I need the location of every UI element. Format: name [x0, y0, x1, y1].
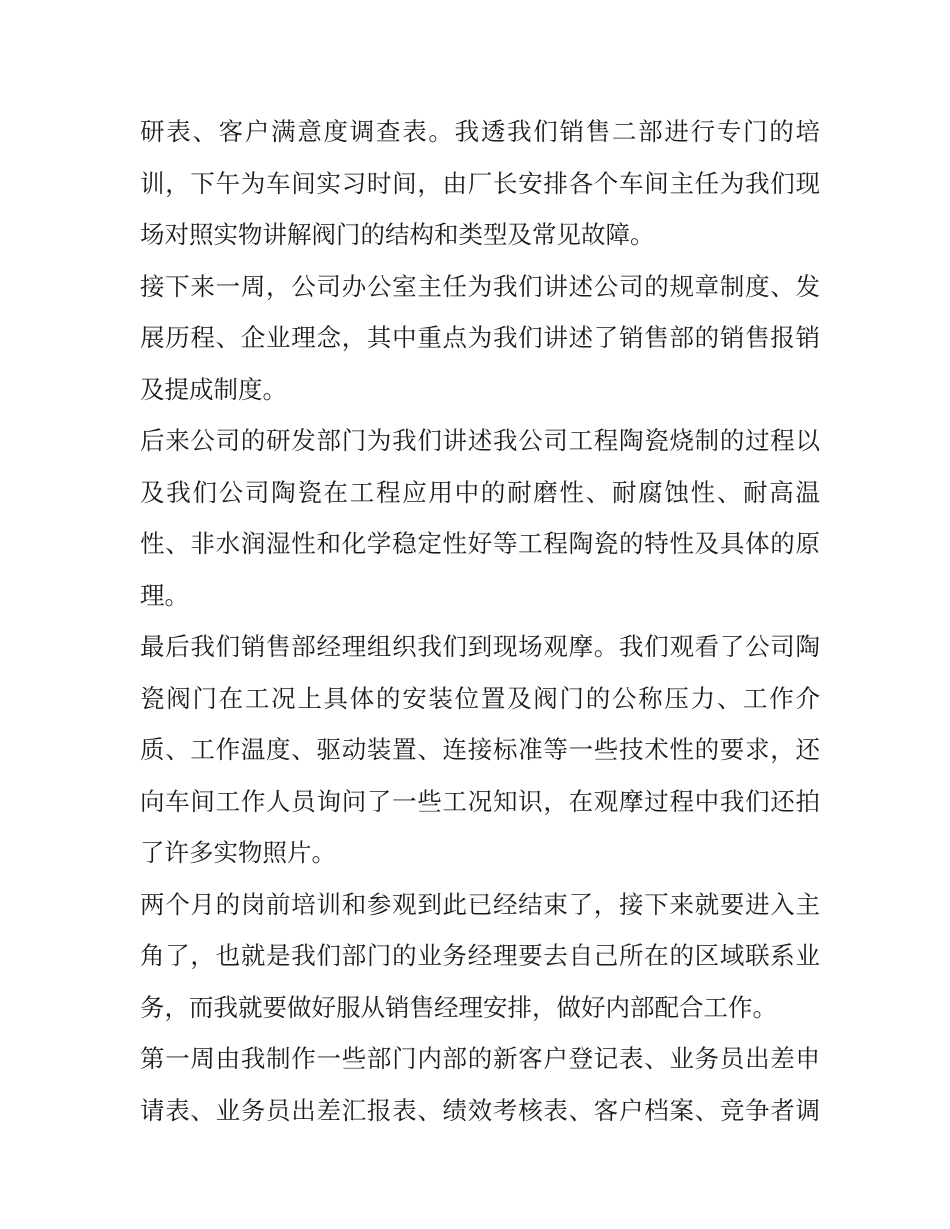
- text-line: 研表、客户满意度调查表。我透我们销售二部进行专门的培: [140, 117, 820, 146]
- text-line: 两个月的岗前培训和参观到此已经结束了，接下来就要进入主: [140, 889, 820, 919]
- text-line: 训，下午为车间实习时间，由厂长安排各个车间主任为我们现: [140, 168, 820, 198]
- text-line: 性、非水润湿性和化学稳定性好等工程陶瓷的特性及具体的原: [140, 529, 820, 558]
- text-line: 请表、业务员出差汇报表、绩效考核表、客户档案、竞争者调: [140, 1095, 820, 1125]
- text-line: 质、工作温度、驱动装置、连接标准等一些技术性的要求，还: [140, 735, 820, 764]
- text-line: 务，而我就要做好服从销售经理安排，做好内部配合工作。: [140, 992, 777, 1022]
- text-line: 角了，也就是我们部门的业务经理要去自己所在的区域联系业: [140, 941, 820, 970]
- text-line: 及我们公司陶瓷在工程应用中的耐磨性、耐腐蚀性、耐高温: [140, 477, 820, 507]
- text-line: 场对照实物讲解阀门的结构和类型及常见故障。: [140, 220, 655, 249]
- text-line: 最后我们销售部经理组织我们到现场观摩。我们观看了公司陶: [140, 632, 820, 661]
- text-line: 理。: [140, 580, 189, 610]
- text-line: 了许多实物照片。: [140, 838, 336, 867]
- text-line: 向车间工作人员询问了一些工况知识，在观摩过程中我们还拍: [140, 786, 820, 816]
- text-line: 接下来一周，公司办公室主任为我们讲述公司的规章制度、发: [140, 271, 820, 301]
- document-body: [140, 106, 820, 1136]
- text-line: 瓷阀门在工况上具体的安装位置及阀门的公称压力、工作介: [140, 683, 820, 713]
- text-line: 后来公司的研发部门为我们讲述我公司工程陶瓷烧制的过程以: [140, 426, 820, 455]
- text-line: 第一周由我制作一些部门内部的新客户登记表、业务员出差申: [140, 1044, 820, 1073]
- text-line: 展历程、企业理念，其中重点为我们讲述了销售部的销售报销: [140, 323, 820, 352]
- text-line: 及提成制度。: [140, 374, 287, 404]
